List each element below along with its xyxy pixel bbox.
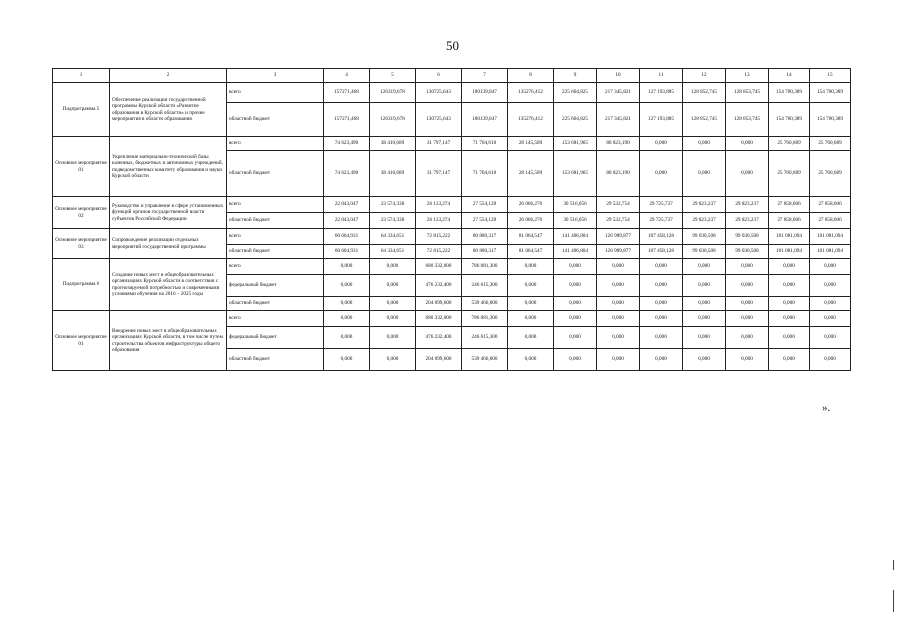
column-number-cell: 12 [683,69,726,83]
amount-cell: 22 043,047 [324,213,370,229]
funding-source-cell: федеральный бюджет [227,275,324,297]
amount-cell: 0,000 [726,297,769,311]
amount-cell: 0,000 [683,349,726,371]
column-number-cell: 3 [227,69,324,83]
amount-cell: 135276,412 [508,83,554,103]
amount-cell: 154 700,389 [810,83,851,103]
program-name-cell: Подпрограмма 5 [53,83,110,137]
amount-cell: 29 823,237 [726,197,769,213]
amount-cell: 225 604,825 [554,83,597,103]
column-number-row [53,69,851,83]
amount-cell: 127 193,885 [640,83,683,103]
amount-cell: 60 604,931 [324,229,370,245]
amount-cell: 0,000 [640,327,683,349]
margin-mark [893,560,894,570]
amount-cell: 157271,468 [324,83,370,103]
amount-cell: 141 406,804 [554,229,597,245]
amount-cell: 128 853,745 [726,103,769,137]
amount-cell: 81 064,547 [508,245,554,259]
amount-cell: 0,000 [810,349,851,371]
amount-cell: 0,000 [640,275,683,297]
amount-cell: 0,000 [726,349,769,371]
amount-cell: 0,000 [554,327,597,349]
amount-cell: 204 099,600 [416,297,462,311]
amount-cell: 27 858,606 [769,213,810,229]
amount-cell: 0,000 [370,311,416,327]
amount-cell: 71 704,610 [462,137,508,151]
amount-cell: 38 410,689 [370,151,416,197]
funding-source-cell: областной бюджет [227,103,324,137]
amount-cell: 0,000 [769,275,810,297]
column-number-cell: 4 [324,69,370,83]
amount-cell: 680 332,000 [416,311,462,327]
amount-cell: 29 532,754 [597,213,640,229]
amount-cell: 27 554,120 [462,213,508,229]
amount-cell: 0,000 [508,327,554,349]
amount-cell: 25 760,689 [810,137,851,151]
amount-cell: 31 797,147 [416,151,462,197]
amount-cell: 0,000 [726,137,769,151]
funding-source-cell: всего [227,311,324,327]
program-name-cell: Основное мероприятие 01 [53,137,110,197]
amount-cell: 539 466,000 [462,297,508,311]
amount-cell: 101 081,094 [810,245,851,259]
amount-cell: 680 332,000 [416,259,462,275]
page-number: 50 [446,38,459,53]
program-name-cell: Основное мероприятие 01 [53,311,110,371]
amount-cell: 0,000 [508,259,554,275]
program-description-cell: Укрепление материально-технической базы казенных, бюджетных и автономных учреждений, подведомственных комитету образования и науки Курской области [110,137,227,197]
amount-cell: 0,000 [726,311,769,327]
amount-cell: 126 989,877 [597,245,640,259]
amount-cell: 0,000 [554,311,597,327]
amount-cell: 217 345,821 [597,103,640,137]
table-row [53,311,851,327]
amount-cell: 0,000 [370,297,416,311]
amount-cell: 0,000 [810,259,851,275]
amount-cell: 128 852,745 [683,83,726,103]
amount-cell: 29 823,237 [726,213,769,229]
amount-cell: 25 760,689 [769,151,810,197]
amount-cell: 0,000 [726,259,769,275]
amount-cell: 0,000 [508,297,554,311]
amount-cell: 0,000 [683,259,726,275]
funding-source-cell: всего [227,229,324,245]
amount-cell: 0,000 [370,275,416,297]
amount-cell: 0,000 [726,327,769,349]
amount-cell: 0,000 [508,311,554,327]
amount-cell: 786 081,300 [462,311,508,327]
amount-cell: 0,000 [554,259,597,275]
amount-cell: 31 797,147 [416,137,462,151]
amount-cell: 141 406,804 [554,245,597,259]
amount-cell: 74 623,490 [324,137,370,151]
column-number-cell: 13 [726,69,769,83]
amount-cell: 38 410,689 [370,137,416,151]
column-number-cell: 11 [640,69,683,83]
program-name-cell: Основное мероприятие 03 [53,229,110,259]
amount-cell: 476 232,400 [416,327,462,349]
program-description-cell: Внедрение новых мест в общеобразовательных организациях Курской области, в том числе путем строительства объектов инфраструктуры общего образования [110,311,227,371]
table-row [53,83,851,103]
amount-cell: 0,000 [683,151,726,197]
amount-cell: 128 853,745 [726,83,769,103]
amount-cell: 0,000 [597,327,640,349]
funding-source-cell: всего [227,83,324,103]
amount-cell: 0,000 [683,275,726,297]
amount-cell: 81 064,547 [508,229,554,245]
amount-cell: 153 681,965 [554,151,597,197]
amount-cell: 107 458,128 [640,229,683,245]
amount-cell: 0,000 [810,327,851,349]
amount-cell: 23 574,338 [370,197,416,213]
funding-source-cell: областной бюджет [227,349,324,371]
amount-cell: 26 113,274 [416,197,462,213]
amount-cell: 27 858,606 [769,197,810,213]
amount-cell: 0,000 [640,151,683,197]
amount-cell: 0,000 [640,137,683,151]
amount-cell: 0,000 [597,311,640,327]
amount-cell: 135276,412 [508,103,554,137]
amount-cell: 130725,643 [416,83,462,103]
column-number-cell: 6 [416,69,462,83]
amount-cell: 0,000 [769,297,810,311]
amount-cell: 476 232,400 [416,275,462,297]
funding-source-cell: всего [227,259,324,275]
amount-cell: 30 516,056 [554,213,597,229]
amount-cell: 27 858,606 [810,213,851,229]
amount-cell: 23 574,338 [370,213,416,229]
amount-cell: 28 145,589 [508,137,554,151]
amount-cell: 26 066,276 [508,197,554,213]
amount-cell: 27 554,120 [462,197,508,213]
amount-cell: 0,000 [508,275,554,297]
amount-cell: 0,000 [683,297,726,311]
amount-cell: 0,000 [726,275,769,297]
amount-cell: 25 760,689 [810,151,851,197]
amount-cell: 126 989,877 [597,229,640,245]
amount-cell: 28 145,589 [508,151,554,197]
column-number-cell: 9 [554,69,597,83]
amount-cell: 0,000 [324,311,370,327]
program-description-cell: Создание новых мест в общеобразовательных организациях Курской области в соответствии с прогнозируемой потребностью и современными условиями обучения на 2016 – 2025 годы [110,259,227,311]
amount-cell: 80 823,190 [597,137,640,151]
amount-cell: 101 081,094 [810,229,851,245]
amount-cell: 128 852,745 [683,103,726,137]
program-description-cell: Руководство и управление в сфере установленных функций органов государственной власти субъектов Российской Федерации [110,197,227,229]
amount-cell: 27 858,606 [810,197,851,213]
amount-cell: 153 681,965 [554,137,597,151]
program-name-cell: Подпрограмма 6 [53,259,110,311]
amount-cell: 786 081,300 [462,259,508,275]
column-number-cell: 7 [462,69,508,83]
table-row [53,197,851,213]
amount-cell: 225 604,825 [554,103,597,137]
amount-cell: 154 700,389 [810,103,851,137]
closing-quote: ». [822,402,831,414]
amount-cell: 71 704,610 [462,151,508,197]
amount-cell: 0,000 [810,297,851,311]
amount-cell: 0,000 [640,349,683,371]
amount-cell: 25 760,689 [769,137,810,151]
amount-cell: 0,000 [769,349,810,371]
amount-cell: 26 066,276 [508,213,554,229]
amount-cell: 0,000 [683,311,726,327]
amount-cell: 99 030,508 [683,245,726,259]
amount-cell: 0,000 [324,297,370,311]
amount-cell: 204 099,600 [416,349,462,371]
amount-cell: 0,000 [597,275,640,297]
funding-source-cell: областной бюджет [227,213,324,229]
amount-cell: 60 604,931 [324,245,370,259]
column-number-cell: 5 [370,69,416,83]
amount-cell: 180139,047 [462,83,508,103]
amount-cell: 29 532,754 [597,197,640,213]
amount-cell: 154 700,389 [769,83,810,103]
funding-source-cell: областной бюджет [227,297,324,311]
amount-cell: 130725,643 [416,103,462,137]
amount-cell: 154 700,389 [769,103,810,137]
amount-cell: 64 334,651 [370,229,416,245]
amount-cell: 101 081,094 [769,229,810,245]
amount-cell: 0,000 [508,349,554,371]
amount-cell: 0,000 [597,297,640,311]
amount-cell: 0,000 [597,349,640,371]
amount-cell: 0,000 [370,349,416,371]
amount-cell: 80 823,190 [597,151,640,197]
column-number-cell: 1 [53,69,110,83]
amount-cell: 99 030,508 [726,229,769,245]
funding-source-cell: федеральный бюджет [227,327,324,349]
budget-table [52,68,851,371]
amount-cell: 126319,678 [370,83,416,103]
amount-cell: 0,000 [810,311,851,327]
amount-cell: 246 615,300 [462,327,508,349]
amount-cell: 26 113,274 [416,213,462,229]
amount-cell: 72 815,222 [416,229,462,245]
funding-source-cell: областной бюджет [227,245,324,259]
table-row [53,229,851,245]
amount-cell: 64 334,651 [370,245,416,259]
funding-source-cell: всего [227,197,324,213]
program-name-cell: Основное мероприятие 02 [53,197,110,229]
funding-source-cell: всего [227,137,324,151]
amount-cell: 0,000 [324,259,370,275]
amount-cell: 0,000 [554,349,597,371]
amount-cell: 0,000 [324,275,370,297]
amount-cell: 0,000 [769,327,810,349]
table-row [53,259,851,275]
column-number-cell: 2 [110,69,227,83]
amount-cell: 0,000 [640,259,683,275]
amount-cell: 80 880,317 [462,245,508,259]
column-number-cell: 15 [810,69,851,83]
amount-cell: 22 043,047 [324,197,370,213]
column-number-cell: 8 [508,69,554,83]
amount-cell: 0,000 [769,311,810,327]
amount-cell: 29 725,737 [640,197,683,213]
program-description-cell: Сопровождение реализации отдельных мероприятий государственной программы [110,229,227,259]
amount-cell: 72 815,222 [416,245,462,259]
amount-cell: 0,000 [324,327,370,349]
amount-cell: 0,000 [683,327,726,349]
amount-cell: 99 030,508 [683,229,726,245]
program-description-cell: Обеспечение реализации государственной программы Курской области «Развитие образования в Курской области» и прочие мероприятия в области образования [110,83,227,137]
amount-cell: 29 725,737 [640,213,683,229]
amount-cell: 0,000 [640,311,683,327]
amount-cell: 0,000 [726,151,769,197]
amount-cell: 0,000 [370,259,416,275]
amount-cell: 101 081,094 [769,245,810,259]
amount-cell: 0,000 [640,297,683,311]
amount-cell: 0,000 [683,137,726,151]
amount-cell: 0,000 [324,349,370,371]
amount-cell: 0,000 [597,259,640,275]
amount-cell: 0,000 [554,275,597,297]
amount-cell: 80 880,317 [462,229,508,245]
funding-source-cell: областной бюджет [227,151,324,197]
amount-cell: 246 615,300 [462,275,508,297]
amount-cell: 29 823,237 [683,197,726,213]
amount-cell: 217 345,821 [597,83,640,103]
amount-cell: 0,000 [769,259,810,275]
amount-cell: 539 466,000 [462,349,508,371]
amount-cell: 0,000 [370,327,416,349]
amount-cell: 74 623,490 [324,151,370,197]
amount-cell: 30 516,056 [554,197,597,213]
amount-cell: 99 030,508 [726,245,769,259]
amount-cell: 0,000 [810,275,851,297]
amount-cell: 157271,468 [324,103,370,137]
amount-cell: 0,000 [554,297,597,311]
table-row [53,137,851,151]
amount-cell: 107 458,128 [640,245,683,259]
amount-cell: 29 823,237 [683,213,726,229]
amount-cell: 180139,047 [462,103,508,137]
column-number-cell: 14 [769,69,810,83]
margin-mark [893,590,894,612]
amount-cell: 126319,678 [370,103,416,137]
column-number-cell: 10 [597,69,640,83]
amount-cell: 127 193,885 [640,103,683,137]
